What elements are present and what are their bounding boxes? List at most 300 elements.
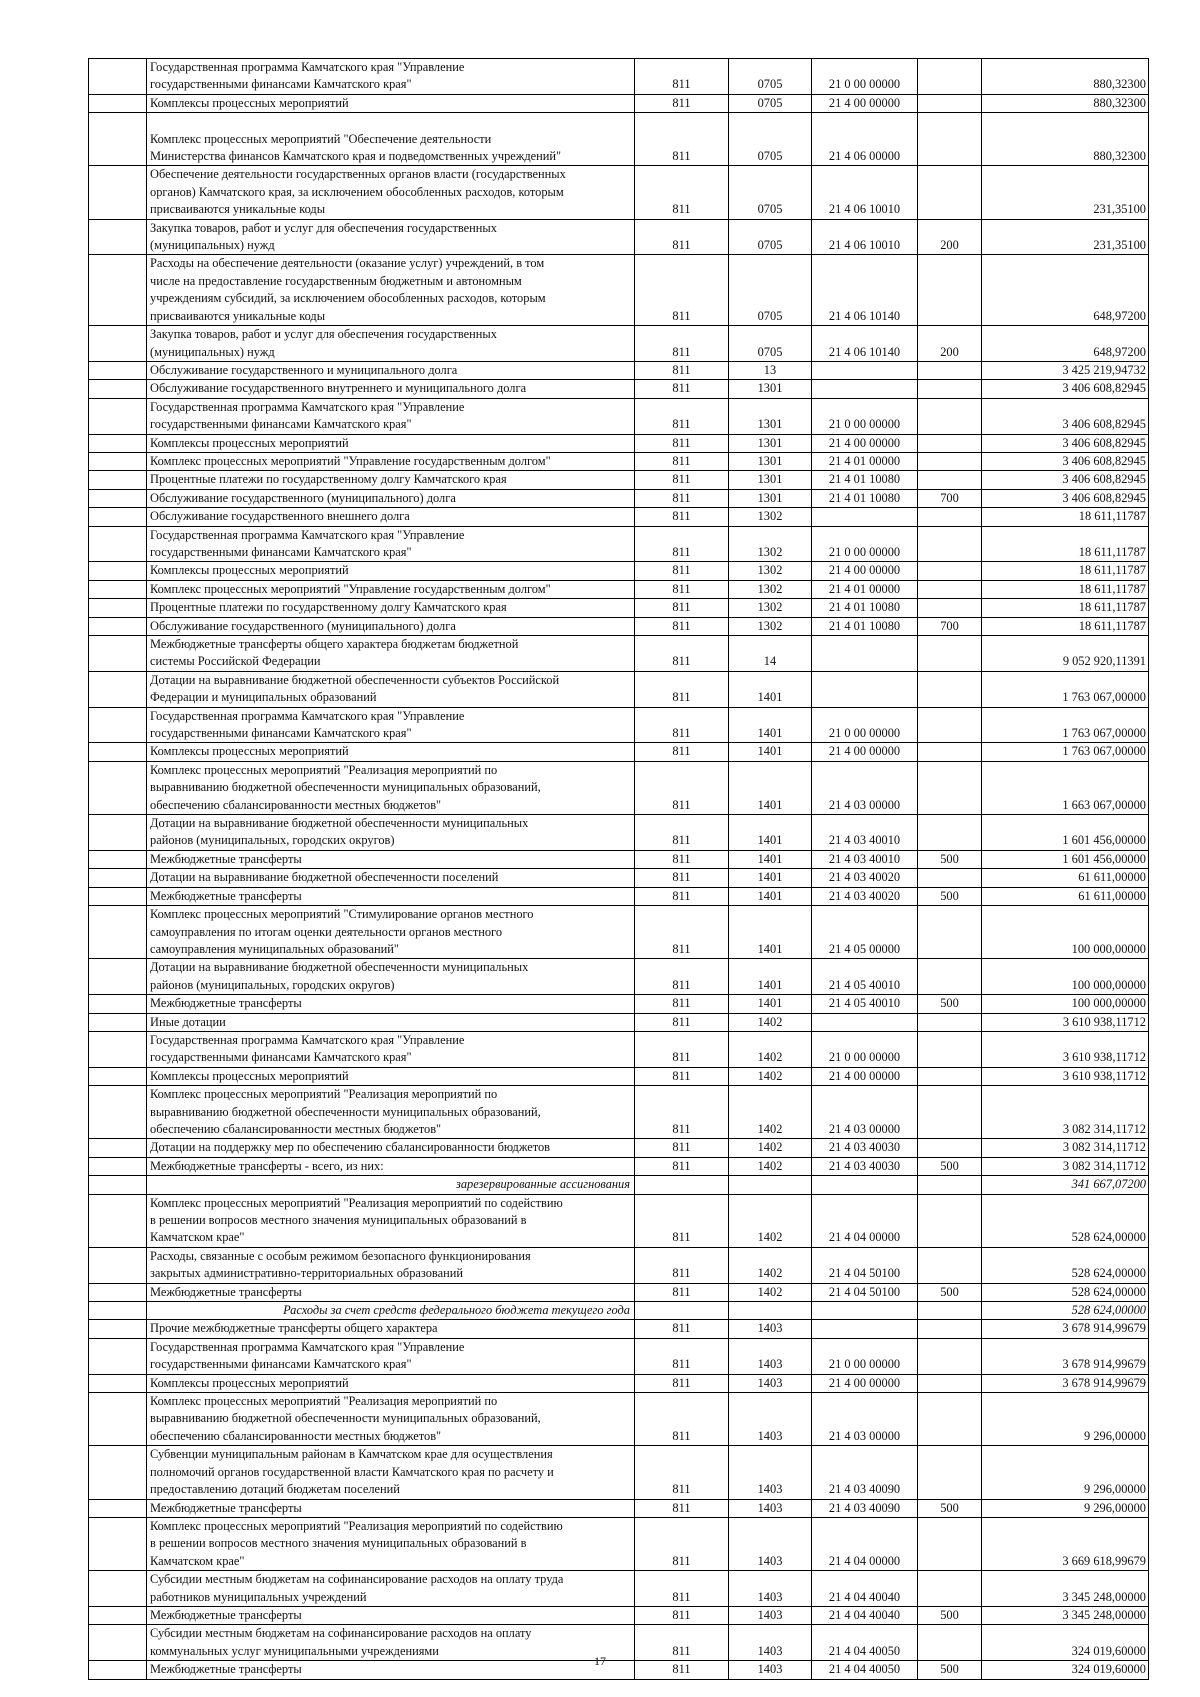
table-row	[89, 1139, 1149, 1157]
target-article-cell: 21 4 03 40090	[812, 1499, 918, 1517]
section-code-cell: 1401	[729, 815, 812, 851]
row-number-cell	[89, 1194, 147, 1247]
expense-name-cell: Комплекс процессных мероприятий "Стимулирование органов местного самоуправления по итогам оценки деятельности органов местного самоуправления муниципальных образований"	[147, 906, 635, 959]
table-row	[89, 526, 1149, 562]
table-row	[89, 599, 1149, 617]
admin-code-cell: 811	[635, 361, 729, 379]
section-code-cell: 1403	[729, 1393, 812, 1446]
expense-name-cell: Комплекс процессных мероприятий "Управление государственным долгом"	[147, 452, 635, 470]
section-code-cell: 1301	[729, 398, 812, 434]
amount-cell: 1 601 456,00000	[982, 815, 1149, 851]
expense-name-cell: Государственная программа Камчатского края "Управление государственными финансами Камчатского края"	[147, 1338, 635, 1374]
row-number-cell	[89, 166, 147, 219]
table-row	[89, 380, 1149, 398]
expense-type-cell	[918, 1247, 982, 1283]
amount-cell: 3 406 608,82945	[982, 380, 1149, 398]
amount-cell: 1 763 067,00000	[982, 707, 1149, 743]
expense-type-cell: 500	[918, 1283, 982, 1301]
amount-cell: 9 296,00000	[982, 1446, 1149, 1499]
expense-type-cell: 700	[918, 489, 982, 507]
expense-type-cell	[918, 707, 982, 743]
expense-name-cell: Дотации на выравнивание бюджетной обеспеченности поселений	[147, 869, 635, 887]
row-number-cell	[89, 1320, 147, 1338]
target-article-cell: 21 0 00 00000	[812, 59, 918, 95]
target-article-cell	[812, 1176, 918, 1194]
admin-code-cell: 811	[635, 1247, 729, 1283]
amount-cell: 1 763 067,00000	[982, 743, 1149, 761]
target-article-cell: 21 4 05 00000	[812, 906, 918, 959]
table-row	[89, 887, 1149, 905]
section-code-cell: 1403	[729, 1606, 812, 1624]
section-code-cell: 1302	[729, 617, 812, 635]
amount-cell: 880,32300	[982, 94, 1149, 112]
section-code-cell: 1401	[729, 959, 812, 995]
expense-type-cell	[918, 1446, 982, 1499]
expense-type-cell	[918, 1086, 982, 1139]
table-row	[89, 1393, 1149, 1446]
admin-code-cell: 811	[635, 1625, 729, 1661]
amount-cell: 9 296,00000	[982, 1393, 1149, 1446]
expense-name-cell: Государственная программа Камчатского края "Управление государственными финансами Камчатского края"	[147, 398, 635, 434]
expense-name-cell: Комплекс процессных мероприятий "Реализация мероприятий по выравниванию бюджетной обеспеченности муниципальных образований, обеспечению сбалансированности местных бюджетов"	[147, 1086, 635, 1139]
row-number-cell	[89, 995, 147, 1013]
admin-code-cell: 811	[635, 562, 729, 580]
section-code-cell: 0705	[729, 59, 812, 95]
amount-cell: 231,35100	[982, 166, 1149, 219]
table-row	[89, 707, 1149, 743]
row-number-cell	[89, 1499, 147, 1517]
row-number-cell	[89, 906, 147, 959]
section-code-cell: 1401	[729, 707, 812, 743]
expense-name-cell: Закупка товаров, работ и услуг для обеспечения государственных (муниципальных) нужд	[147, 326, 635, 362]
target-article-cell	[812, 508, 918, 526]
table-row	[89, 636, 1149, 672]
section-code-cell: 1402	[729, 1031, 812, 1067]
amount-cell: 648,97200	[982, 255, 1149, 326]
admin-code-cell: 811	[635, 959, 729, 995]
expense-name-cell: Комплекс процессных мероприятий "Реализация мероприятий по выравниванию бюджетной обеспеченности муниципальных образований, обеспечению сбалансированности местных бюджетов"	[147, 761, 635, 814]
target-article-cell: 21 4 04 40050	[812, 1661, 918, 1679]
row-number-cell	[89, 255, 147, 326]
admin-code-cell: 811	[635, 380, 729, 398]
admin-code-cell: 811	[635, 326, 729, 362]
section-code-cell: 0705	[729, 113, 812, 166]
expense-type-cell: 500	[918, 1661, 982, 1679]
expense-type-cell: 500	[918, 1499, 982, 1517]
amount-cell: 100 000,00000	[982, 995, 1149, 1013]
row-number-cell	[89, 959, 147, 995]
target-article-cell: 21 4 03 40090	[812, 1446, 918, 1499]
expense-name-cell: Государственная программа Камчатского края "Управление государственными финансами Камчатского края"	[147, 707, 635, 743]
expense-name-cell: Комплексы процессных мероприятий	[147, 562, 635, 580]
amount-cell: 231,35100	[982, 219, 1149, 255]
expense-type-cell	[918, 1338, 982, 1374]
expense-name-cell: Обслуживание государственного (муниципального) долга	[147, 617, 635, 635]
target-article-cell: 21 4 05 40010	[812, 959, 918, 995]
table-row	[89, 1374, 1149, 1392]
expense-type-cell	[918, 869, 982, 887]
admin-code-cell: 811	[635, 1067, 729, 1085]
row-number-cell	[89, 1176, 147, 1194]
section-code-cell: 1302	[729, 526, 812, 562]
table-row	[89, 219, 1149, 255]
target-article-cell: 21 0 00 00000	[812, 707, 918, 743]
target-article-cell: 21 4 00 00000	[812, 743, 918, 761]
expense-type-cell	[918, 508, 982, 526]
row-number-cell	[89, 398, 147, 434]
row-number-cell	[89, 617, 147, 635]
target-article-cell: 21 4 03 40020	[812, 869, 918, 887]
row-number-cell	[89, 1446, 147, 1499]
amount-cell: 3 406 608,82945	[982, 452, 1149, 470]
section-code-cell: 1301	[729, 434, 812, 452]
expense-name-cell: Процентные платежи по государственному долгу Камчатского края	[147, 471, 635, 489]
row-number-cell	[89, 887, 147, 905]
amount-cell: 3 406 608,82945	[982, 471, 1149, 489]
target-article-cell: 21 4 03 00000	[812, 1393, 918, 1446]
target-article-cell: 21 4 01 10080	[812, 599, 918, 617]
table-row	[89, 995, 1149, 1013]
expense-type-cell	[918, 959, 982, 995]
section-code-cell: 1302	[729, 508, 812, 526]
amount-cell: 3 678 914,99679	[982, 1374, 1149, 1392]
expense-name-cell: Комплекс процессных мероприятий "Реализация мероприятий по содействию в решении вопросов местного значения муниципальных образований в Камчатском крае"	[147, 1194, 635, 1247]
section-code-cell: 1402	[729, 1086, 812, 1139]
expense-type-cell: 700	[918, 617, 982, 635]
admin-code-cell: 811	[635, 452, 729, 470]
row-number-cell	[89, 1393, 147, 1446]
expense-type-cell	[918, 671, 982, 707]
admin-code-cell: 811	[635, 1086, 729, 1139]
section-code-cell: 1401	[729, 869, 812, 887]
row-number-cell	[89, 1247, 147, 1283]
expense-type-cell	[918, 1374, 982, 1392]
row-number-cell	[89, 562, 147, 580]
row-number-cell	[89, 580, 147, 598]
target-article-cell: 21 4 06 10010	[812, 219, 918, 255]
amount-cell: 18 611,11787	[982, 599, 1149, 617]
admin-code-cell: 811	[635, 815, 729, 851]
expense-name-cell: зарезервированные ассигнования	[147, 1176, 635, 1194]
section-code-cell: 1301	[729, 471, 812, 489]
section-code-cell: 1401	[729, 850, 812, 868]
section-code-cell: 1403	[729, 1625, 812, 1661]
expense-name-cell: Закупка товаров, работ и услуг для обеспечения государственных (муниципальных) нужд	[147, 219, 635, 255]
section-code-cell: 1402	[729, 1283, 812, 1301]
target-article-cell: 21 4 01 10080	[812, 617, 918, 635]
table-row	[89, 1283, 1149, 1301]
section-code-cell: 1403	[729, 1374, 812, 1392]
table-row	[89, 1338, 1149, 1374]
expense-name-cell: Процентные платежи по государственному долгу Камчатского края	[147, 599, 635, 617]
section-code-cell: 1402	[729, 1157, 812, 1175]
target-article-cell	[812, 1013, 918, 1031]
admin-code-cell: 811	[635, 1606, 729, 1624]
section-code-cell: 0705	[729, 255, 812, 326]
row-number-cell	[89, 94, 147, 112]
target-article-cell: 21 4 00 00000	[812, 562, 918, 580]
amount-cell: 61 611,00000	[982, 869, 1149, 887]
target-article-cell: 21 4 06 10140	[812, 326, 918, 362]
section-code-cell: 1402	[729, 1247, 812, 1283]
row-number-cell	[89, 869, 147, 887]
expense-name-cell: Обслуживание государственного внешнего долга	[147, 508, 635, 526]
section-code-cell: 1401	[729, 743, 812, 761]
admin-code-cell: 811	[635, 1661, 729, 1679]
expense-name-cell: Межбюджетные трансферты	[147, 887, 635, 905]
expense-type-cell	[918, 1302, 982, 1320]
row-number-cell	[89, 1031, 147, 1067]
target-article-cell: 21 4 01 10080	[812, 471, 918, 489]
admin-code-cell: 811	[635, 1446, 729, 1499]
expense-type-cell	[918, 1031, 982, 1067]
expense-name-cell: Межбюджетные трансферты - всего, из них:	[147, 1157, 635, 1175]
row-number-cell	[89, 508, 147, 526]
expense-name-cell: Субсидии местным бюджетам на софинансирование расходов на оплату труда работников муниципальных учреждений	[147, 1571, 635, 1607]
expense-name-cell: Обеспечение деятельности государственных органов власти (государственных органов) Камчатского края, за исключением обособленных расходов, которым присваиваются уникальные коды	[147, 166, 635, 219]
expense-name-cell: Межбюджетные трансферты общего характера бюджетам бюджетной системы Российской Федерации	[147, 636, 635, 672]
admin-code-cell: 811	[635, 869, 729, 887]
expense-type-cell	[918, 59, 982, 95]
amount-cell: 880,32300	[982, 113, 1149, 166]
admin-code-cell: 811	[635, 887, 729, 905]
expense-name-cell: Обслуживание государственного и муниципального долга	[147, 361, 635, 379]
admin-code-cell: 811	[635, 526, 729, 562]
target-article-cell: 21 0 00 00000	[812, 398, 918, 434]
admin-code-cell: 811	[635, 434, 729, 452]
table-row	[89, 850, 1149, 868]
expense-type-cell	[918, 398, 982, 434]
table-row	[89, 508, 1149, 526]
row-number-cell	[89, 850, 147, 868]
section-code-cell: 1403	[729, 1571, 812, 1607]
target-article-cell: 21 4 03 40030	[812, 1157, 918, 1175]
row-number-cell	[89, 526, 147, 562]
expense-type-cell	[918, 471, 982, 489]
expense-type-cell	[918, 1393, 982, 1446]
amount-cell: 3 610 938,11712	[982, 1031, 1149, 1067]
row-number-cell	[89, 361, 147, 379]
expense-name-cell: Межбюджетные трансферты	[147, 1661, 635, 1679]
section-code-cell: 1401	[729, 887, 812, 905]
section-code-cell: 1402	[729, 1013, 812, 1031]
amount-cell: 3 082 314,11712	[982, 1157, 1149, 1175]
section-code-cell: 1301	[729, 380, 812, 398]
amount-cell: 18 611,11787	[982, 617, 1149, 635]
admin-code-cell: 811	[635, 995, 729, 1013]
amount-cell: 18 611,11787	[982, 526, 1149, 562]
target-article-cell: 21 4 06 10010	[812, 166, 918, 219]
budget-table	[88, 58, 1149, 1680]
row-number-cell	[89, 434, 147, 452]
amount-cell: 880,32300	[982, 59, 1149, 95]
target-article-cell	[812, 1302, 918, 1320]
amount-cell: 3 345 248,00000	[982, 1571, 1149, 1607]
admin-code-cell: 811	[635, 113, 729, 166]
expense-type-cell	[918, 361, 982, 379]
amount-cell: 3 610 938,11712	[982, 1067, 1149, 1085]
expense-type-cell: 200	[918, 326, 982, 362]
row-number-cell	[89, 815, 147, 851]
admin-code-cell: 811	[635, 1517, 729, 1570]
expense-name-cell: Государственная программа Камчатского края "Управление государственными финансами Камчатского края"	[147, 1031, 635, 1067]
row-number-cell	[89, 326, 147, 362]
amount-cell: 3 082 314,11712	[982, 1086, 1149, 1139]
target-article-cell: 21 4 01 10080	[812, 489, 918, 507]
target-article-cell: 21 4 05 40010	[812, 995, 918, 1013]
admin-code-cell: 811	[635, 471, 729, 489]
amount-cell: 18 611,11787	[982, 508, 1149, 526]
admin-code-cell: 811	[635, 906, 729, 959]
amount-cell: 1 601 456,00000	[982, 850, 1149, 868]
amount-cell: 9 052 920,11391	[982, 636, 1149, 672]
section-code-cell: 1301	[729, 489, 812, 507]
amount-cell: 3 425 219,94732	[982, 361, 1149, 379]
amount-cell: 9 296,00000	[982, 1499, 1149, 1517]
expense-type-cell	[918, 380, 982, 398]
expense-name-cell: Прочие межбюджетные трансферты общего характера	[147, 1320, 635, 1338]
expense-name-cell: Межбюджетные трансферты	[147, 1283, 635, 1301]
section-code-cell: 1403	[729, 1338, 812, 1374]
amount-cell: 18 611,11787	[982, 580, 1149, 598]
expense-name-cell: Межбюджетные трансферты	[147, 995, 635, 1013]
table-row	[89, 1086, 1149, 1139]
target-article-cell: 21 4 04 00000	[812, 1517, 918, 1570]
expense-name-cell: Комплексы процессных мероприятий	[147, 434, 635, 452]
expense-type-cell	[918, 434, 982, 452]
admin-code-cell: 811	[635, 1374, 729, 1392]
table-row	[89, 1194, 1149, 1247]
expense-name-cell: Комплекс процессных мероприятий "Обеспечение деятельности Министерства финансов Камчатского края и подведомственных учреждений"	[147, 113, 635, 166]
target-article-cell: 21 4 03 40010	[812, 815, 918, 851]
amount-cell: 324 019,60000	[982, 1661, 1149, 1679]
admin-code-cell	[635, 1176, 729, 1194]
target-article-cell: 21 4 06 00000	[812, 113, 918, 166]
admin-code-cell: 811	[635, 508, 729, 526]
section-code-cell: 1401	[729, 906, 812, 959]
table-row	[89, 326, 1149, 362]
amount-cell: 528 624,00000	[982, 1283, 1149, 1301]
section-code-cell: 1401	[729, 761, 812, 814]
section-code-cell: 0705	[729, 94, 812, 112]
admin-code-cell: 811	[635, 1139, 729, 1157]
expense-name-cell: Комплексы процессных мероприятий	[147, 743, 635, 761]
section-code-cell: 1403	[729, 1661, 812, 1679]
admin-code-cell: 811	[635, 59, 729, 95]
admin-code-cell: 811	[635, 743, 729, 761]
table-row	[89, 1446, 1149, 1499]
target-article-cell: 21 4 03 40010	[812, 850, 918, 868]
admin-code-cell: 811	[635, 1031, 729, 1067]
expense-name-cell: Обслуживание государственного внутреннего и муниципального долга	[147, 380, 635, 398]
expense-type-cell	[918, 1067, 982, 1085]
table-row	[89, 580, 1149, 598]
table-row	[89, 906, 1149, 959]
target-article-cell: 21 4 03 00000	[812, 761, 918, 814]
table-row	[89, 255, 1149, 326]
admin-code-cell: 811	[635, 1499, 729, 1517]
section-code-cell: 1403	[729, 1320, 812, 1338]
admin-code-cell: 811	[635, 1320, 729, 1338]
section-code-cell	[729, 1302, 812, 1320]
table-row	[89, 471, 1149, 489]
amount-cell: 3 345 248,00000	[982, 1606, 1149, 1624]
expense-name-cell: Иные дотации	[147, 1013, 635, 1031]
target-article-cell: 21 0 00 00000	[812, 526, 918, 562]
row-number-cell	[89, 1338, 147, 1374]
expense-type-cell	[918, 1194, 982, 1247]
section-code-cell: 1302	[729, 580, 812, 598]
section-code-cell: 0705	[729, 166, 812, 219]
expense-name-cell: Комплекс процессных мероприятий "Управление государственным долгом"	[147, 580, 635, 598]
row-number-cell	[89, 1302, 147, 1320]
expense-type-cell: 500	[918, 850, 982, 868]
row-number-cell	[89, 599, 147, 617]
target-article-cell: 21 4 03 00000	[812, 1086, 918, 1139]
target-article-cell: 21 4 01 00000	[812, 580, 918, 598]
amount-cell: 3 406 608,82945	[982, 398, 1149, 434]
amount-cell: 1 663 067,00000	[982, 761, 1149, 814]
section-code-cell: 0705	[729, 326, 812, 362]
section-code-cell: 1302	[729, 599, 812, 617]
expense-type-cell	[918, 636, 982, 672]
admin-code-cell: 811	[635, 1013, 729, 1031]
table-row	[89, 1517, 1149, 1570]
expense-type-cell	[918, 255, 982, 326]
admin-code-cell: 811	[635, 636, 729, 672]
expense-name-cell: Субсидии местным бюджетам на софинансирование расходов на оплату коммунальных услуг муниципальными учреждениями	[147, 1625, 635, 1661]
target-article-cell: 21 4 00 00000	[812, 94, 918, 112]
table-row	[89, 398, 1149, 434]
target-article-cell: 21 4 04 50100	[812, 1283, 918, 1301]
amount-cell: 18 611,11787	[982, 562, 1149, 580]
expense-type-cell	[918, 1176, 982, 1194]
target-article-cell: 21 4 06 10140	[812, 255, 918, 326]
expense-name-cell: Государственная программа Камчатского края "Управление государственными финансами Камчатского края"	[147, 59, 635, 95]
row-number-cell	[89, 1157, 147, 1175]
admin-code-cell	[635, 1302, 729, 1320]
row-number-cell	[89, 707, 147, 743]
section-code-cell: 1403	[729, 1517, 812, 1570]
row-number-cell	[89, 671, 147, 707]
admin-code-cell: 811	[635, 1393, 729, 1446]
amount-cell: 3 678 914,99679	[982, 1338, 1149, 1374]
table-row	[89, 1320, 1149, 1338]
row-number-cell	[89, 1517, 147, 1570]
target-article-cell: 21 4 00 00000	[812, 1374, 918, 1392]
expense-type-cell	[918, 94, 982, 112]
target-article-cell: 21 4 03 40030	[812, 1139, 918, 1157]
expense-type-cell: 500	[918, 887, 982, 905]
table-row	[89, 1157, 1149, 1175]
target-article-cell	[812, 1320, 918, 1338]
admin-code-cell: 811	[635, 166, 729, 219]
section-code-cell: 1403	[729, 1499, 812, 1517]
table-row	[89, 94, 1149, 112]
amount-cell: 3 678 914,99679	[982, 1320, 1149, 1338]
section-code-cell: 13	[729, 361, 812, 379]
table-row	[89, 1176, 1149, 1194]
expense-type-cell: 200	[918, 219, 982, 255]
admin-code-cell: 811	[635, 707, 729, 743]
admin-code-cell: 811	[635, 599, 729, 617]
section-code-cell: 1402	[729, 1194, 812, 1247]
table-row	[89, 434, 1149, 452]
expense-type-cell: 500	[918, 1157, 982, 1175]
target-article-cell: 21 4 00 00000	[812, 434, 918, 452]
row-number-cell	[89, 471, 147, 489]
expense-type-cell: 500	[918, 995, 982, 1013]
